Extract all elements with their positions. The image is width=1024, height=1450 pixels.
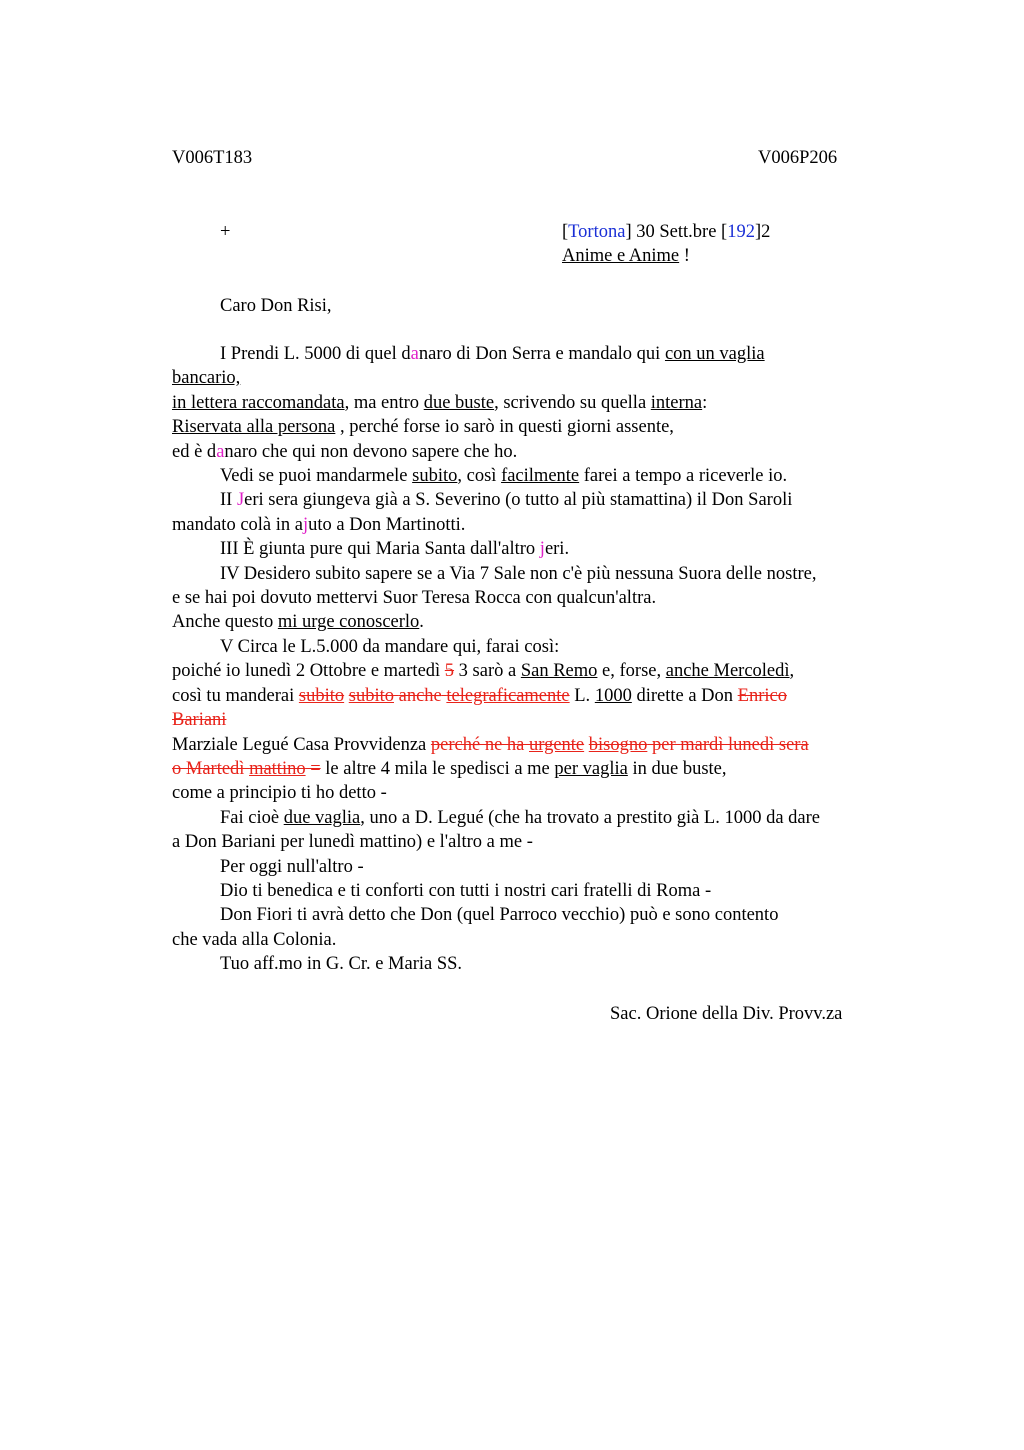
text: e, forse, xyxy=(597,661,666,682)
underlined-text: due buste xyxy=(423,392,495,413)
text: : xyxy=(702,392,708,413)
line xyxy=(172,562,902,586)
text: , scrivendo su quella xyxy=(494,392,651,413)
text: che vada alla Colonia. xyxy=(172,929,337,950)
text: . xyxy=(419,612,424,633)
text: così tu manderai xyxy=(172,685,299,706)
deleted-text: 5 xyxy=(444,661,455,682)
underlined-text: subito xyxy=(412,466,458,487)
line xyxy=(172,757,902,781)
editorial-letter: a xyxy=(216,441,225,462)
deleted-text: Bariani xyxy=(172,710,227,731)
text: Tuo aff.mo in G. Cr. e Maria SS. xyxy=(220,954,463,975)
salutation: Caro Don Risi, xyxy=(220,296,332,316)
line xyxy=(172,733,902,757)
doc-code-left: V006T183 xyxy=(172,148,253,168)
underlined-text: con un vaglia xyxy=(664,344,765,364)
deleted-text: perché ne ha xyxy=(430,734,529,755)
line xyxy=(172,586,902,610)
text: V Circa le L.5.000 da mandare qui, farai così: xyxy=(220,636,560,657)
text: IV Desidero subito sapere se a Via 7 Sale non c'è più nessuna Suora delle nostre, xyxy=(220,563,817,584)
text: mandato colà in a xyxy=(172,514,303,535)
text: I Prendi L. 5000 di quel d xyxy=(220,344,411,364)
text: come a principio ti ho detto - xyxy=(172,783,387,804)
text: eri sera giungeva già a S. Severino (o tutto al più stamattina) il Don Saroli xyxy=(244,490,793,511)
line xyxy=(172,659,902,683)
text: eri. xyxy=(544,539,570,560)
motto-line xyxy=(562,244,690,268)
letter-body xyxy=(172,342,902,977)
signature: Sac. Orione della Div. Provv.za xyxy=(610,1004,843,1024)
text: naro di Don Serra e mandalo qui xyxy=(418,344,665,364)
line xyxy=(172,537,902,561)
editorial-letter: a xyxy=(410,344,419,364)
text: le altre 4 mila le spedisci a me xyxy=(320,758,555,779)
date-text: 30 Sett.bre xyxy=(636,222,717,242)
text: , uno a D. Legué (che ha trovato a prestito già L. 1000 da dare xyxy=(360,807,821,828)
line xyxy=(172,513,902,537)
text: in due buste, xyxy=(627,758,727,779)
closing-line xyxy=(172,952,902,976)
line xyxy=(172,684,902,708)
year-part: 192 xyxy=(727,222,755,242)
deleted-text: telegraficamente xyxy=(446,685,570,706)
deleted-text: subito xyxy=(348,685,394,706)
line xyxy=(172,806,902,830)
deleted-text: anche xyxy=(398,685,442,706)
text: L. xyxy=(569,685,595,706)
underlined-text: facilmente xyxy=(501,466,580,487)
deleted-text: urgente xyxy=(529,734,585,755)
place-name: Tortona xyxy=(568,222,626,242)
text: , perché forse io sarò in questi giorni assente, xyxy=(335,417,674,438)
line xyxy=(172,366,902,390)
line xyxy=(172,781,902,805)
line xyxy=(172,855,902,879)
line xyxy=(172,903,902,927)
text: 3 sarò a xyxy=(454,661,521,682)
line xyxy=(172,440,902,464)
line xyxy=(172,415,902,439)
line xyxy=(172,928,902,952)
line xyxy=(172,635,902,659)
text: Don Fiori ti avrà detto che Don (quel Parroco vecchio) può e sono contento xyxy=(220,905,779,926)
text: Fai cioè xyxy=(220,807,284,828)
line xyxy=(172,708,902,732)
underlined-text: San Remo xyxy=(520,661,598,682)
line xyxy=(172,610,902,634)
text: , così xyxy=(457,466,502,487)
text: e se hai poi dovuto mettervi Suor Teresa Rocca con qualcun'altra. xyxy=(172,588,657,609)
text: naro che qui non devono sapere che ho. xyxy=(224,441,518,462)
line xyxy=(172,830,902,854)
editorial-letter: j xyxy=(539,539,545,560)
text: ed è d xyxy=(172,441,217,462)
text: uto a Don Martinotti. xyxy=(308,514,466,535)
text: Marziale Legué Casa Provvidenza xyxy=(172,734,431,755)
text: , ma entro xyxy=(344,392,424,413)
underlined-text: interna xyxy=(650,392,703,413)
text: III È giunta pure qui Maria Santa dall'altro xyxy=(220,539,540,560)
underlined-text: anche Mercoledì xyxy=(665,661,790,682)
text: poiché io lunedì 2 Ottobre e martedì xyxy=(172,661,445,682)
doc-code-right: V006P206 xyxy=(758,148,838,168)
line xyxy=(172,879,902,903)
text: Per oggi null'altro - xyxy=(220,856,364,877)
underlined-text: 1000 xyxy=(594,685,632,706)
deleted-text: mattino xyxy=(249,758,306,779)
motto: Anime e Anime xyxy=(562,246,680,266)
text: Vedi se puoi mandarmele xyxy=(220,466,413,487)
deleted-text: o Martedì xyxy=(172,758,250,779)
line xyxy=(172,391,902,415)
text: dirette a Don xyxy=(631,685,738,706)
year-end: 2 xyxy=(761,222,771,242)
line xyxy=(172,464,902,488)
cross-mark: + xyxy=(220,222,231,242)
deleted-text: mardì lunedì sera xyxy=(680,734,809,755)
text: , xyxy=(789,661,795,682)
date-line: [Tortona] 30 Sett.bre [192]2 xyxy=(562,222,771,242)
editorial-letter: j xyxy=(303,514,309,535)
line xyxy=(172,488,902,512)
underlined-text: per vaglia xyxy=(554,758,628,779)
deleted-text: per xyxy=(647,734,681,755)
line xyxy=(172,342,902,366)
underlined-text: Riservata alla persona xyxy=(172,417,336,438)
underlined-text: mi urge conoscerlo xyxy=(277,612,420,633)
text: farei a tempo a riceverle io. xyxy=(579,466,788,487)
deleted-text: Enrico xyxy=(737,685,787,706)
underlined-text: in lettera raccomandata xyxy=(172,392,345,413)
deleted-text: = xyxy=(305,758,321,779)
text: Dio ti benedica e ti conforti con tutti i nostri cari fratelli di Roma - xyxy=(220,880,712,901)
text: II xyxy=(220,490,237,511)
motto-end: ! xyxy=(683,246,690,266)
deleted-text: subito xyxy=(298,685,345,706)
underlined-text: bancario, xyxy=(172,368,241,389)
editorial-letter: J xyxy=(236,490,245,511)
text: Anche questo xyxy=(172,612,278,633)
deleted-text: bisogno xyxy=(588,734,648,755)
text: a Don Bariani per lunedì mattino) e l'altro a me - xyxy=(172,832,533,853)
underlined-text: due vaglia xyxy=(283,807,361,828)
